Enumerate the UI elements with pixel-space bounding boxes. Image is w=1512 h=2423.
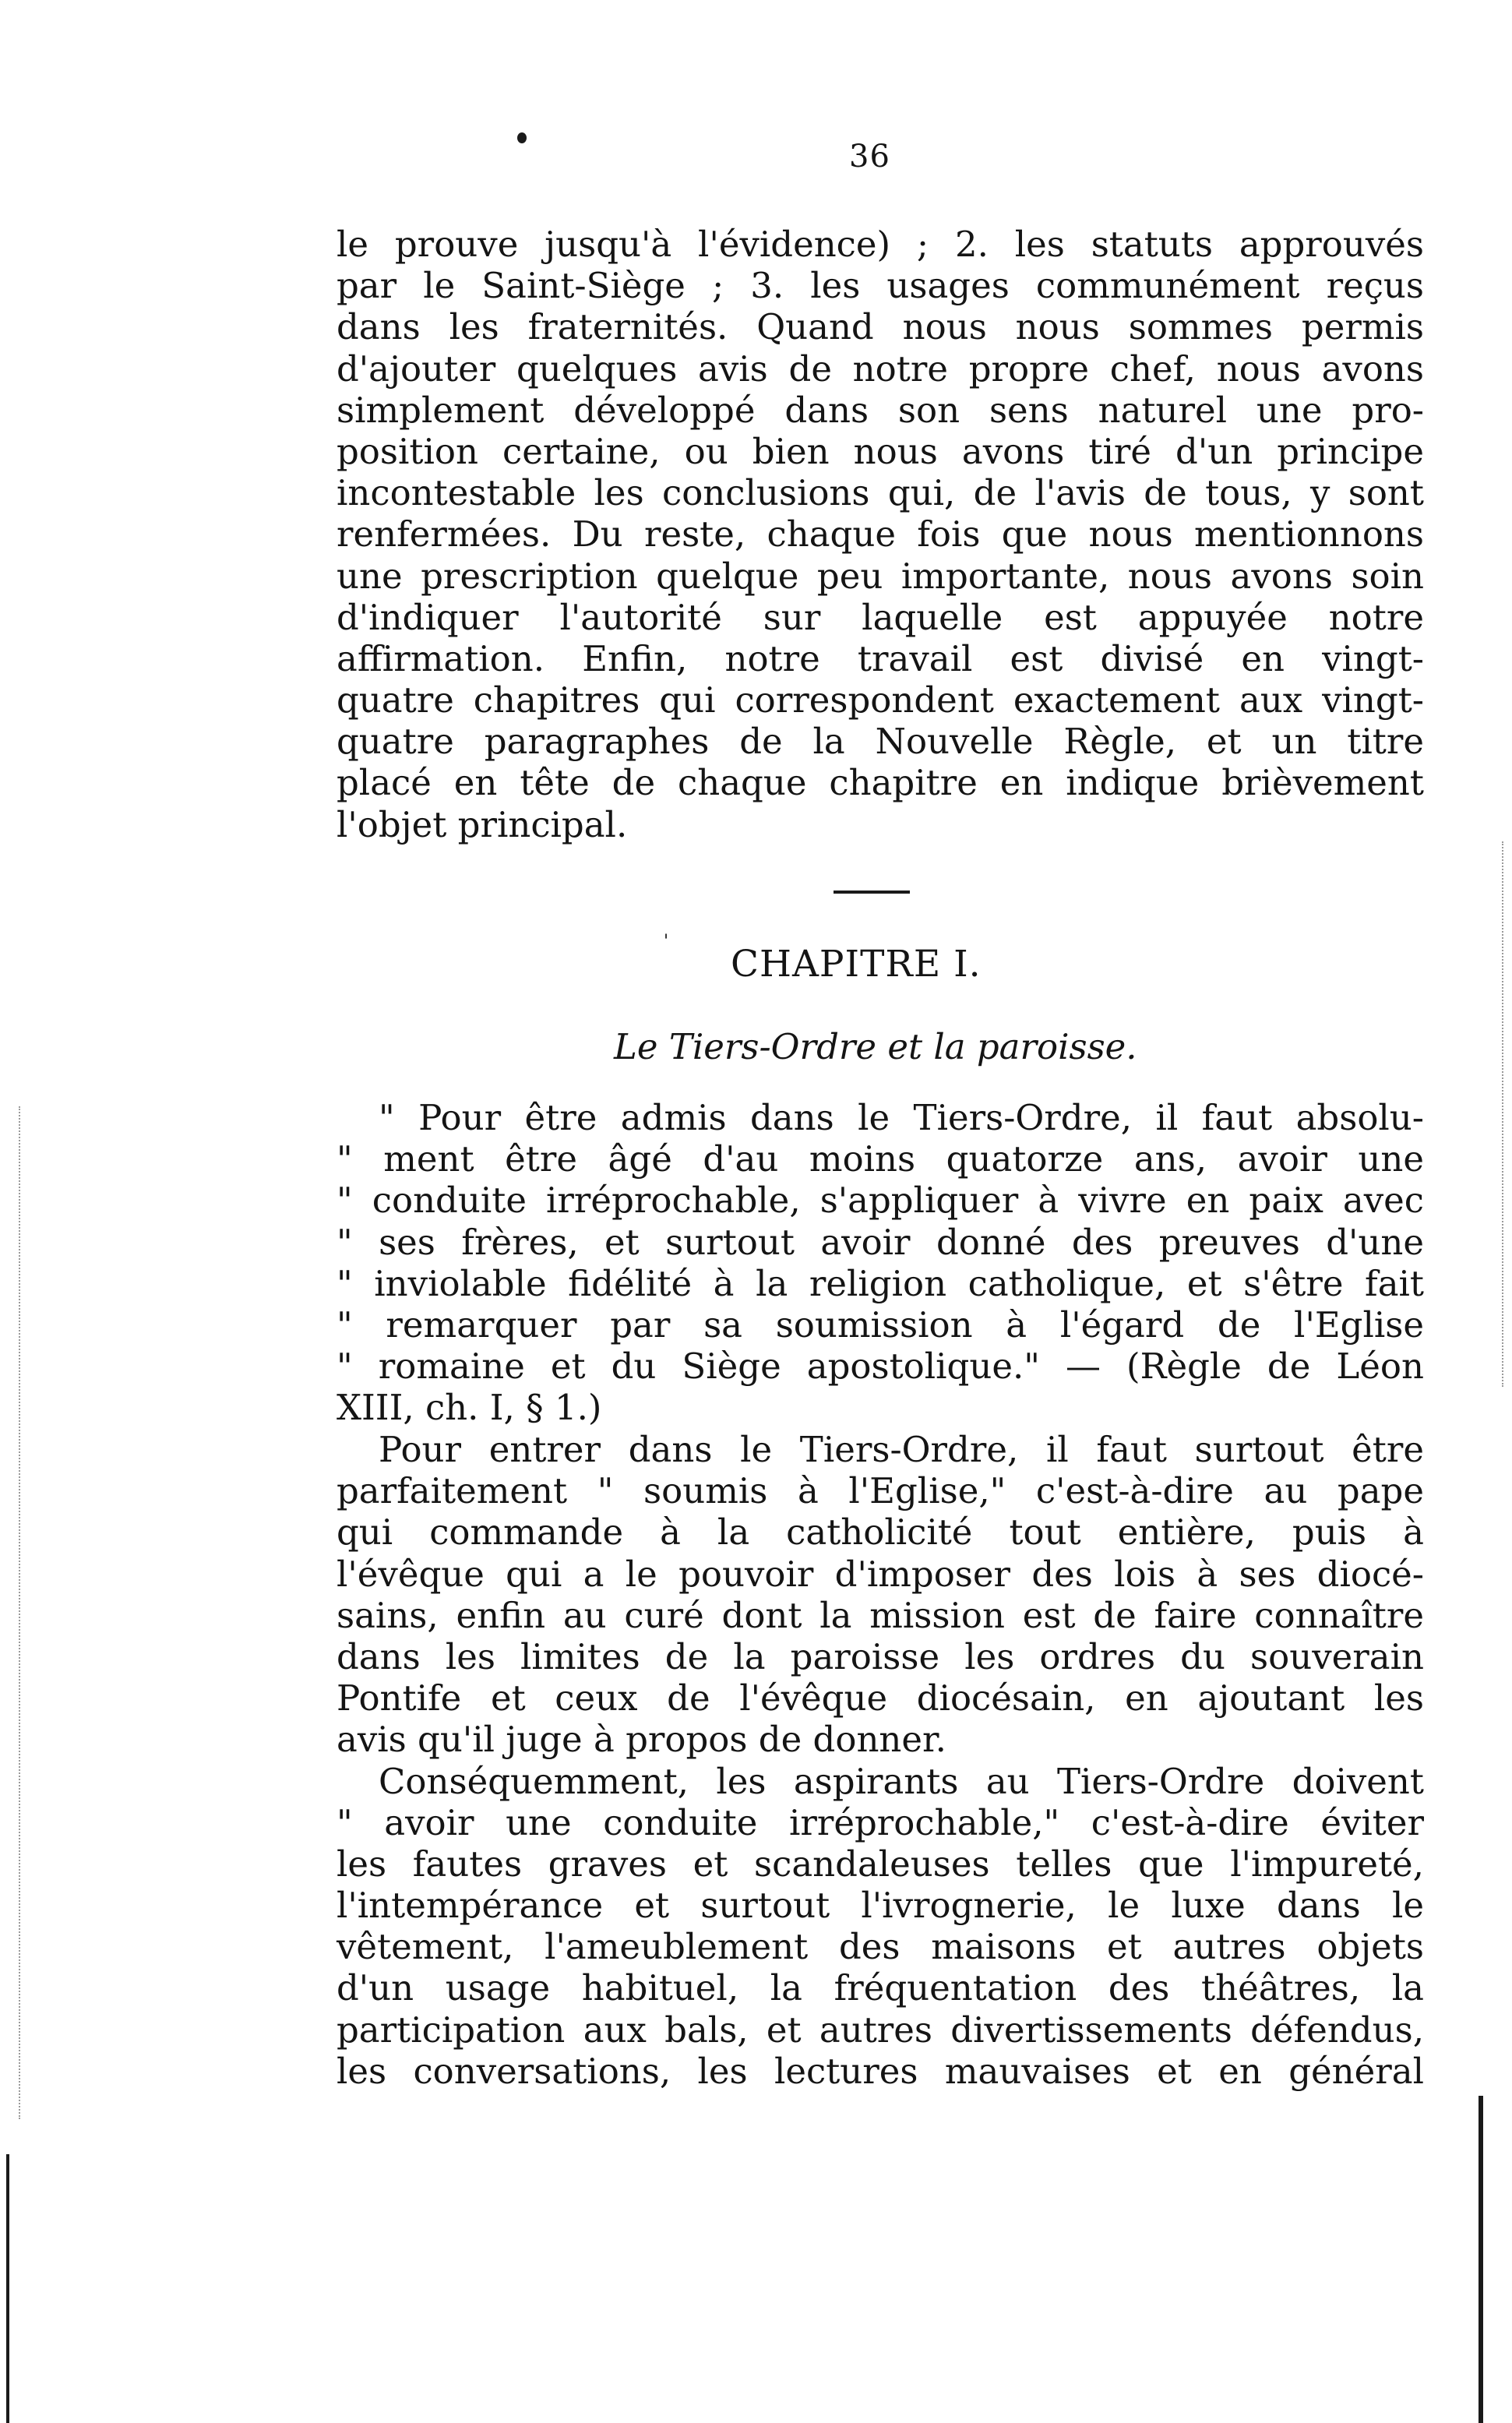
text-line: renfermées. Du reste, chaque fois que nous mentionnons (337, 513, 1424, 555)
text-line: sains, enfin au curé dont la mission est de faire connaître (337, 1594, 1424, 1636)
text-line: incontestable les conclusions qui, de l'avis de tous, y sont (337, 472, 1424, 514)
text-line: dans les fraternités. Quand nous nous sommes permis (337, 306, 1424, 348)
text-line: placé en tête de chaque chapitre en indique brièvement (337, 762, 1424, 804)
text-line: avis qu'il juge à propos de donner. (337, 1719, 946, 1761)
text-line: position certaine, ou bien nous avons tiré d'un principe (337, 430, 1424, 472)
section-divider (834, 891, 910, 894)
text-line: " ment être âgé d'au moins quatorze ans, avoir une (337, 1138, 1424, 1180)
text-line: " romaine et du Siège apostolique." — (Règle de Léon (337, 1346, 1424, 1388)
text-line: quatre chapitres qui correspondent exactement aux vingt- (337, 679, 1424, 721)
text-line: parfaitement " soumis à l'Eglise," c'est-à-dire au pape (337, 1470, 1424, 1512)
text-line: quatre paragraphes de la Nouvelle Règle, et un titre (337, 721, 1424, 763)
scan-edge-dots-left (19, 1106, 22, 2119)
text-line: par le Saint-Siège ; 3. les usages communément reçus (337, 265, 1424, 307)
text-line: " inviolable fidélité à la religion catholique, et s'être fait (337, 1262, 1424, 1304)
page-number: 36 (849, 139, 890, 175)
text-line: d'ajouter quelques avis de notre propre chef, nous avons (337, 347, 1424, 390)
scan-edge-dots-right (1502, 841, 1505, 1387)
scan-edge-left (6, 2154, 9, 2423)
chapter-title: CHAPITRE I. (731, 943, 982, 986)
text-line: affirmation. Enfin, notre travail est divisé en vingt- (337, 637, 1424, 679)
text-line: vêtement, l'ameublement des maisons et autres objets (337, 1926, 1424, 1968)
text-line: Pour entrer dans le Tiers-Ordre, il faut surtout être (379, 1429, 1424, 1470)
text-line: " ses frères, et surtout avoir donné des preuves d'une (337, 1221, 1424, 1263)
text-line: " conduite irréprochable, s'appliquer à vivre en paix avec (337, 1180, 1424, 1222)
text-line: d'indiquer l'autorité sur laquelle est appuyée notre (337, 596, 1424, 638)
intro-paragraph (337, 224, 1424, 845)
body-text (337, 1429, 1424, 2092)
text-line: les conversations, les lectures mauvaises et en général (337, 2050, 1424, 2092)
text-line: simplement développé dans son sens naturel une pro- (337, 389, 1424, 431)
text-line: l'objet principal. (337, 803, 628, 845)
text-line: Conséquemment, les aspirants au Tiers-Ordre doivent (379, 1760, 1424, 1802)
stray-ink-dot (517, 132, 527, 143)
text-line: " remarquer par sa soumission à l'égard de l'Eglise (337, 1303, 1424, 1346)
text-line: Pontife et ceux de l'évêque diocésain, en ajoutant les (337, 1677, 1424, 1719)
text-line: qui commande à la catholicité tout entière, puis à (337, 1511, 1424, 1554)
text-line: " Pour être admis dans le Tiers-Ordre, il faut absolu- (379, 1097, 1424, 1138)
text-line: " avoir une conduite irréprochable," c'est-à-dire éviter (337, 1801, 1424, 1843)
rule-quotation (337, 1097, 1424, 1429)
text-line: l'intempérance et surtout l'ivrognerie, le luxe dans le (337, 1885, 1424, 1927)
text-line: le prouve jusqu'à l'évidence) ; 2. les statuts approuvés (337, 224, 1424, 265)
chapter-subtitle: Le Tiers-Ordre et la paroisse. (614, 1026, 1137, 1067)
text-line: une prescription quelque peu importante, nous avons soin (337, 555, 1424, 597)
stray-ink-mark: ' (664, 932, 669, 951)
text-line: dans les limites de la paroisse les ordres du souverain (337, 1635, 1424, 1677)
text-line: l'évêque qui a le pouvoir d'imposer des lois à ses diocé- (337, 1553, 1424, 1595)
scan-edge-right (1479, 2096, 1483, 2423)
text-line: les fautes graves et scandaleuses telles que l'impureté, (337, 1843, 1424, 1885)
text-line: participation aux bals, et autres divertissements défendus, (337, 2009, 1424, 2051)
text-line: d'un usage habituel, la fréquentation des théâtres, la (337, 1967, 1424, 2009)
text-line: XIII, ch. I, § 1.) (337, 1387, 602, 1429)
